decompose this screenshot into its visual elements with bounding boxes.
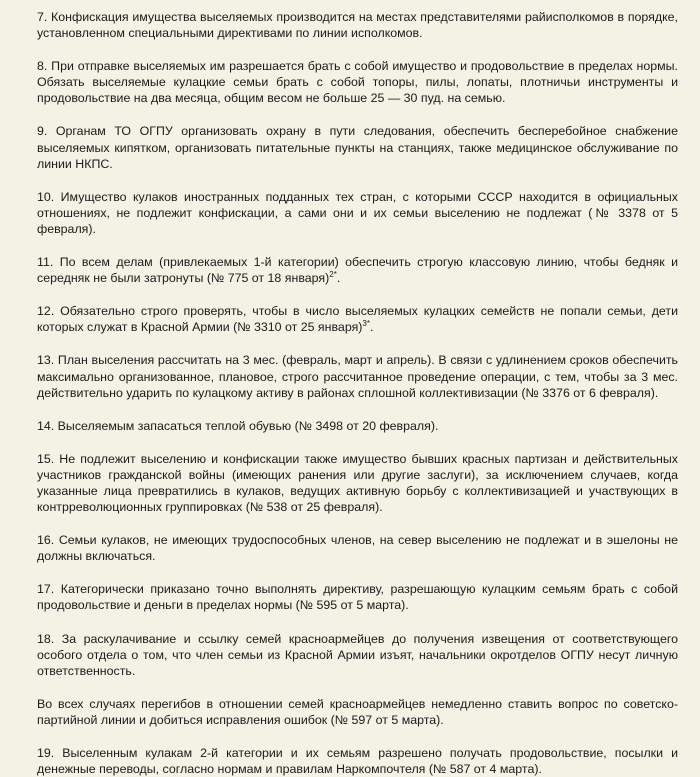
footnote-marker[interactable]: 3* (362, 319, 370, 329)
paragraph-17: 17. Категорически приказано точно выполнять директиву, разрешающую кулацким семьям брать с собой продовольствие и деньги в пределах нормы (№ 595 от 5 марта). (37, 582, 678, 613)
footnote-marker[interactable]: 2* (329, 270, 337, 279)
paragraph-11: 11. По всем делам (привлекаемых 1-й категории) обеспечить строгую классовую линию, чтобы бедняк и середняк не были затронуты (№ 775 от 18 января)$^{2*}$. (37, 255, 678, 286)
paragraph-15: 15. Не подлежит выселению и конфискации также имущество бывших красных партизан и действительных участников гражданской войны (имеющих ранения или другие заслуги), за исключением случаев, когда указанные лица превратились в кулаков, ведущих активную борьбу с коллективизацией и участвующих в контрреволюционных группировках (№ 538 от 25 февраля). (37, 451, 678, 515)
paragraph-12: 12. Обязательно строго проверять, чтобы в число выселяемых кулацких семейств не попали семьи, дети которых служат в Красной Армии (№ 3310 от 25 января)$^{3*}$. (37, 304, 678, 335)
paragraph-18-continuation: Во всех случаях перегибов в отношении семей красноармейцев немедленно ставить вопрос по советско-партийной линии и добиться исправления ошибок (№ 597 от 5 марта). (37, 696, 678, 727)
paragraph-19: 19. Выселенным кулакам 2-й категории и их семьям разрешено получать продовольствие, посылки и денежные переводы, согласно нормам и правилам Наркомпочтеля (№ 587 от 4 марта). (37, 746, 678, 777)
paragraph-7: 7. Конфискация имущества выселяемых производится на местах представителями райисполкомов в порядке, установленном специальными директивами по линии исполкомов. (37, 10, 678, 41)
paragraph-18: 18. За раскулачивание и ссылку семей красноармейцев до получения извещения от соответствующего особого отдела о том, что член семьи из Красной Армии изъят, начальники окротделов ОГПУ несут личную ответственность. (37, 631, 678, 678)
paragraph-8: 8. При отправке выселяемых им разрешается брать с собой имущество и продовольствие в пределах нормы. Обязать выселяемые кулацкие семьи брать с собой топоры, пилы, лопаты, плотничьи инструменты и продовольствие на два месяца, общим весом не больше 25 — 30 пуд. на семью. (37, 59, 678, 106)
paragraph-14: 14. Выселяемым запасаться теплой обувью (№ 3498 от 20 февраля). (37, 418, 439, 433)
paragraph-10: 10. Имущество кулаков иностранных подданных тех стран, с которыми СССР находится в официальных отношениях, не подлежит конфискации, а сами они и их семьи выселению не подлежат (№ 3378 от 5 февраля). (37, 189, 678, 236)
paragraph-13: 13. План выселения рассчитать на 3 мес. (февраль, март и апрель). В связи с удлинением сроков обеспечить максимально организованное, плановое, строго рассчитанное проведение операции, с тем, чтобы за 3 мес. действительно ударить по кулацкому активу в районах сплошной коллективизации (№ 3376 от 6 февраля). (37, 353, 678, 400)
paragraph-9: 9. Органам ТО ОГПУ организовать охрану в пути следования, обеспечить бесперебойное снабжение выселяемых кипятком, организовать питательные пункты на станциях, также медицинское обслуживание по линии НКПС. (37, 124, 678, 171)
paragraph-16: 16. Семьи кулаков, не имеющих трудоспособных членов, на север выселению не подлежат и в эшелоны не должны включаться. (37, 533, 678, 564)
